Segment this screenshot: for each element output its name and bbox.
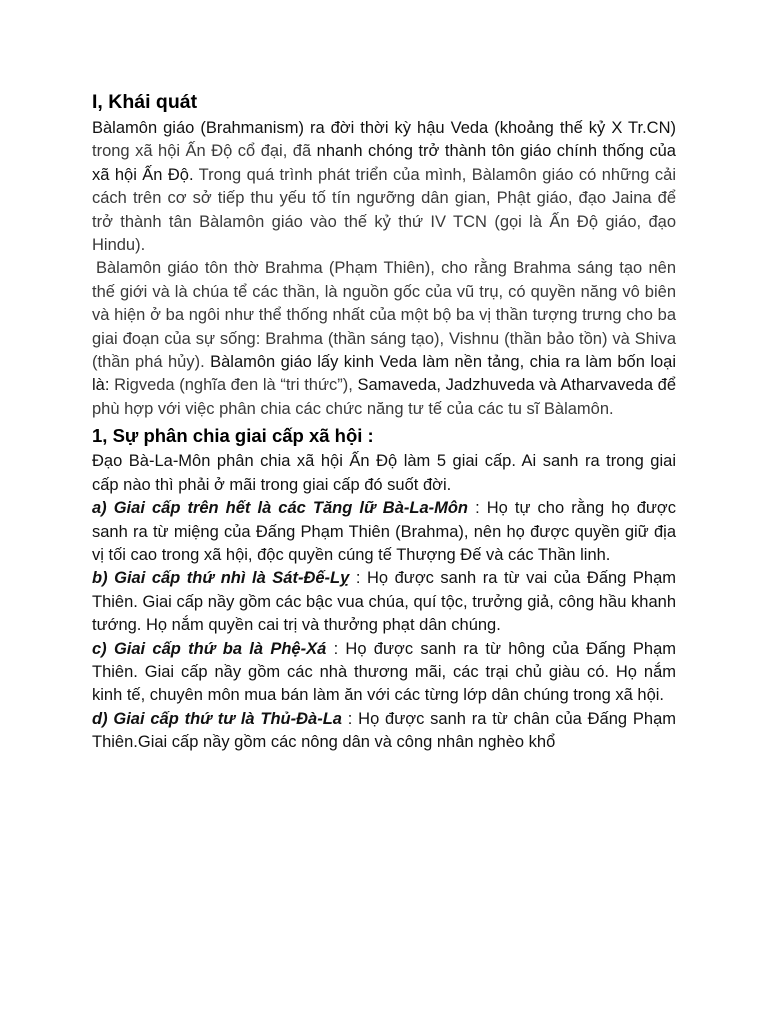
caste-text-c: : Họ được sanh ra từ hông của Đấng Phạm Thiên. Giai cấp nầy gồm các nhà thương mãi, các trại chủ giàu có. Họ nắm kinh tế, chuyên môn mua bán làm ăn với các từng lớp dân chúng trong xã hội.: [92, 639, 677, 705]
other-vedas-text: Samaveda, Jadzhuveda và Atharvaveda để: [352, 376, 676, 395]
caste-item-d: [92, 708, 676, 755]
caste-title-b: b) Giai cấp thứ nhì là Sát-Đế-Lỵ: [92, 569, 350, 588]
origin-sentence-3: nhanh chóng trở thành tôn giáo chính thống của xã hội Ấn Độ.: [92, 142, 676, 184]
caste-title-a: a) Giai cấp trên hết là các Tăng lữ Bà-La-Môn: [92, 499, 469, 518]
brahma-sentence-1: Bàlamôn giáo tôn thờ Brahma (Phạm Thiên), cho rằng Brahma sáng tạo nên thế giới và là chúa tể các thần, là nguồn gốc của vũ trụ, có quyền năng vô biên và hiện ở ba ngôi như thể thống nhất của một bộ ba vị thần tượng trưng cho ba giai đoạn của sự sống: Brahma (thần sáng tạo), Vishnu (thần bảo tồn) và Shiva (thần phá hủy).: [92, 259, 676, 372]
rigveda-text: Rigveda (nghĩa đen là “tri thức”),: [109, 376, 353, 395]
paragraph-origin: [92, 117, 676, 257]
caste-item-b: [92, 567, 676, 637]
caste-title-c: c) Giai cấp thứ ba là Phệ-Xá: [92, 639, 327, 658]
caste-title-d: d) Giai cấp thứ tư là Thủ-Đà-La: [92, 709, 342, 728]
section-heading-castes: 1, Sự phân chia giai cấp xã hội :: [92, 425, 374, 447]
paragraph-brahma: [92, 257, 676, 421]
caste-text-b: : Họ được sanh ra từ vai của Đấng Phạm Thiên. Giai cấp nầy gồm các bậc vua chúa, quí tộc, trưởng giả, công hầu khanh tướng. Họ nắm quyền cai trị và thưởng phạt dân chúng.: [92, 569, 676, 635]
veda-sentence: Bàlamôn giáo lấy kinh Veda làm nền tảng, chia ra làm bốn loại là:: [92, 353, 676, 395]
origin-sentence-2: trong xã hội Ấn Độ cổ đại, đã: [92, 142, 312, 161]
paragraph-caste-intro: Đạo Bà-La-Môn phân chia xã hội Ấn Độ làm 5 giai cấp. Ai sanh ra trong giai cấp nào thì phải ở mãi trong giai cấp đó suốt đời.: [92, 452, 676, 494]
veda-purpose-text: phù hợp với việc phân chia các chức năng tư tế của các tu sĩ Bàlamôn.: [92, 399, 614, 418]
caste-text-a: : Họ tự cho rằng họ được sanh ra từ miệng của Đấng Phạm Thiên (Brahma), nên họ được quyền giữ địa vị tối cao trong xã hội, độc quyền cúng tế Thượng Đế và các Thần linh.: [92, 499, 676, 564]
document-page: [92, 88, 676, 755]
origin-sentence-1: Bàlamôn giáo (Brahmanism) ra đời thời kỳ hậu Veda (khoảng thế kỷ X Tr.CN): [92, 119, 676, 137]
caste-text-d: : Họ được sanh ra từ chân của Đấng Phạm Thiên.Giai cấp nầy gồm các nông dân và công nhân nghèo khổ: [92, 709, 676, 752]
section-heading-overview: I, Khái quát: [92, 91, 198, 113]
caste-item-c: [92, 638, 676, 708]
caste-item-a: [92, 497, 676, 567]
origin-sentence-4: Trong quá trình phát triển của mình, Bàlamôn giáo có những cải cách trên cơ sở tiếp thu yếu tố tín ngưỡng dân gian, Phật giáo, đạo Jaina để trở thành tân Bàlamôn giáo vào thế kỷ thứ IV TCN (gọi là Ấn Độ giáo, đạo Hindu).: [92, 165, 676, 255]
